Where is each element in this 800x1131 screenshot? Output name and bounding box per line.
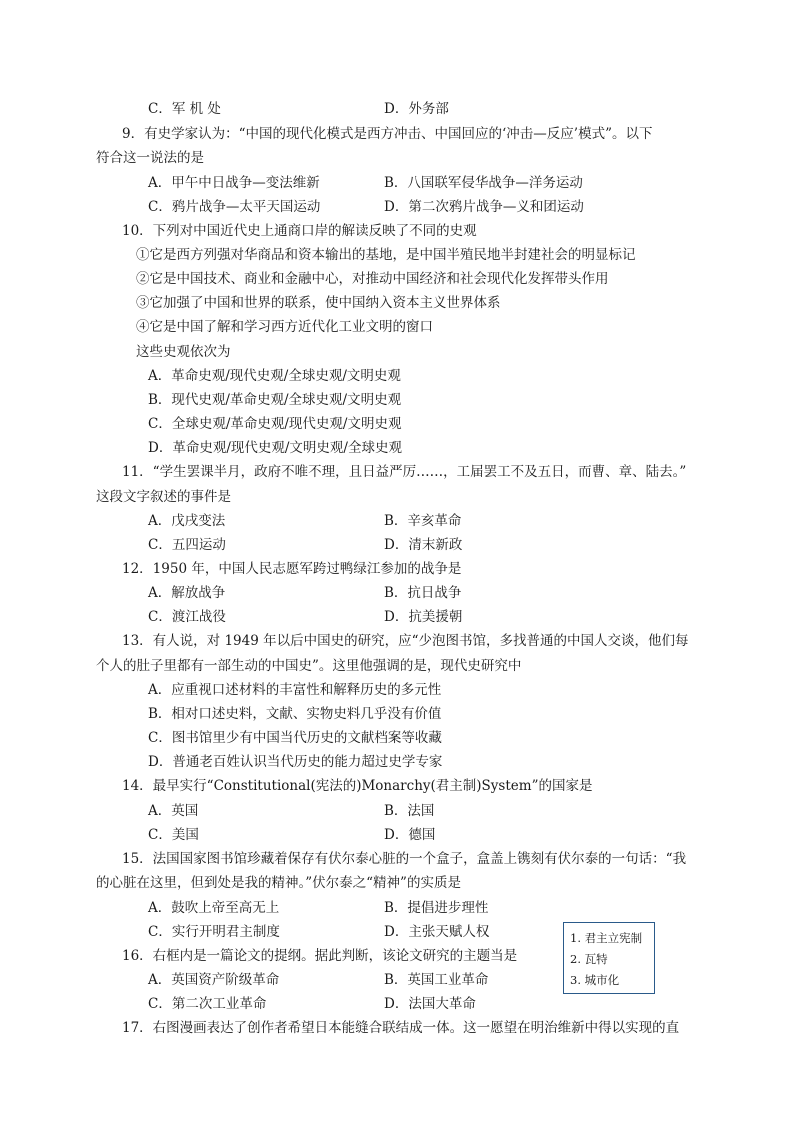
q16-outline-box — [563, 922, 655, 994]
q14-option-a: A．英国 — [148, 803, 199, 819]
outline-item: 2. 瓦特 — [570, 952, 608, 966]
q11-option-b: B．辛亥革命 — [384, 513, 462, 529]
q16-stem: 16．右框内是一篇论文的提纲。据此判断，该论文研究的主题当是 — [122, 948, 518, 964]
q9-option-d: D．第二次鸦片战争—义和团运动 — [384, 199, 584, 215]
q15-stem-cont: 的心脏在这里，但到处是我的精神。”伏尔泰之“精神”的实质是 — [96, 875, 461, 891]
q8-option-c: C．军 机 处 — [148, 101, 221, 117]
q10-option-a: A．革命史观/现代史观/全球史观/文明史观 — [148, 368, 401, 384]
q15-option-b: B．提倡进步理性 — [384, 900, 489, 916]
outline-item: 1. 君主立宪制 — [570, 931, 643, 945]
q12-stem: 12．1950 年，中国人民志愿军跨过鸭绿江参加的战争是 — [122, 561, 462, 577]
q12-option-b: B．抗日战争 — [384, 585, 462, 601]
q11-stem: 11．“学生罢课半月，政府不唯不理，且日益严厉……，工届罢工不及五日，而曹、章、陆去。” — [122, 464, 687, 480]
q9-stem-cont: 符合这一说法的是 — [96, 150, 204, 166]
q13-option-d: D．普通老百姓认识当代历史的能力超过史学专家 — [148, 754, 443, 770]
q10-option-d: D．革命史观/现代史观/文明史观/全球史观 — [148, 440, 402, 456]
q13-stem-cont: 个人的肚子里都有一部生动的中国史”。这里他强调的是，现代史研究中 — [96, 658, 522, 674]
q15-stem: 15．法国国家图书馆珍藏着保存有伏尔泰心脏的一个盒子，盒盖上镌刻有伏尔泰的一句话：“我 — [122, 851, 687, 867]
q10-item-3: ③它加强了中国和世界的联系，使中国纳入资本主义世界体系 — [136, 295, 501, 311]
q10-stem: 10．下列对中国近代史上通商口岸的解读反映了不同的史观 — [122, 223, 477, 239]
q16-option-c: C．第二次工业革命 — [148, 996, 267, 1012]
q11-option-a: A．戊戌变法 — [148, 513, 226, 529]
q9-option-a: A．甲午中日战争—变法维新 — [148, 175, 320, 191]
q15-option-d: D．主张天赋人权 — [384, 924, 490, 940]
q8-option-d: D．外务部 — [384, 101, 449, 117]
q14-option-b: B．法国 — [384, 803, 435, 819]
q16-option-a: A．英国资产阶级革命 — [148, 972, 280, 988]
q10-item-4: ④它是中国了解和学习西方近代化工业文明的窗口 — [136, 319, 433, 335]
q13-option-a: A．应重视口述材料的丰富性和解释历史的多元性 — [148, 682, 442, 698]
q10-prompt: 这些史观依次为 — [136, 344, 231, 360]
q14-stem: 14．最早实行“Constitutional(宪法的)Monarchy(君主制)System”的国家是 — [122, 778, 593, 794]
q13-option-c: C．图书馆里少有中国当代历史的文献档案等收藏 — [148, 730, 442, 746]
q15-option-c: C．实行开明君主制度 — [148, 924, 280, 940]
q16-option-d: D．法国大革命 — [384, 996, 476, 1012]
q16-option-b: B．英国工业革命 — [384, 972, 489, 988]
q12-option-c: C．渡江战役 — [148, 609, 226, 625]
q15-option-a: A．鼓吹上帝至高无上 — [148, 900, 280, 916]
q10-option-b: B．现代史观/革命史观/全球史观/文明史观 — [148, 392, 402, 408]
outline-item: 3. 城市化 — [570, 973, 620, 987]
q9-option-c: C．鸦片战争—太平天国运动 — [148, 199, 321, 215]
q17-stem: 17．右图漫画表达了创作者希望日本能缝合联结成一体。这一愿望在明治维新中得以实现的直 — [122, 1020, 680, 1036]
q11-option-d: D．清末新政 — [384, 537, 463, 553]
q10-option-c: C．全球史观/革命史观/现代史观/文明史观 — [148, 416, 402, 432]
q10-item-1: ①它是西方列强对华商品和资本输出的基地，是中国半殖民地半封建社会的明显标记 — [136, 247, 636, 263]
q13-option-b: B．相对口述史料，文献、实物史料几乎没有价值 — [148, 706, 442, 722]
q12-option-a: A．解放战争 — [148, 585, 226, 601]
q9-stem: 9．有史学家认为：“中国的现代化模式是西方冲击、中国回应的‘冲击—反应’模式”。以下 — [122, 126, 653, 142]
q11-stem-cont: 这段文字叙述的事件是 — [96, 489, 231, 505]
q11-option-c: C．五四运动 — [148, 537, 226, 553]
q12-option-d: D．抗美援朝 — [384, 609, 463, 625]
q14-option-c: C．美国 — [148, 827, 199, 843]
q10-item-2: ②它是中国技术、商业和金融中心，对推动中国经济和社会现代化发挥带头作用 — [136, 271, 609, 287]
q14-option-d: D．德国 — [384, 827, 436, 843]
q13-stem: 13．有人说，对 1949 年以后中国史的研究，应“少泡图书馆，多找普通的中国人交谈，他们每 — [122, 633, 689, 649]
q9-option-b: B．八国联军侵华战争—洋务运动 — [384, 175, 583, 191]
